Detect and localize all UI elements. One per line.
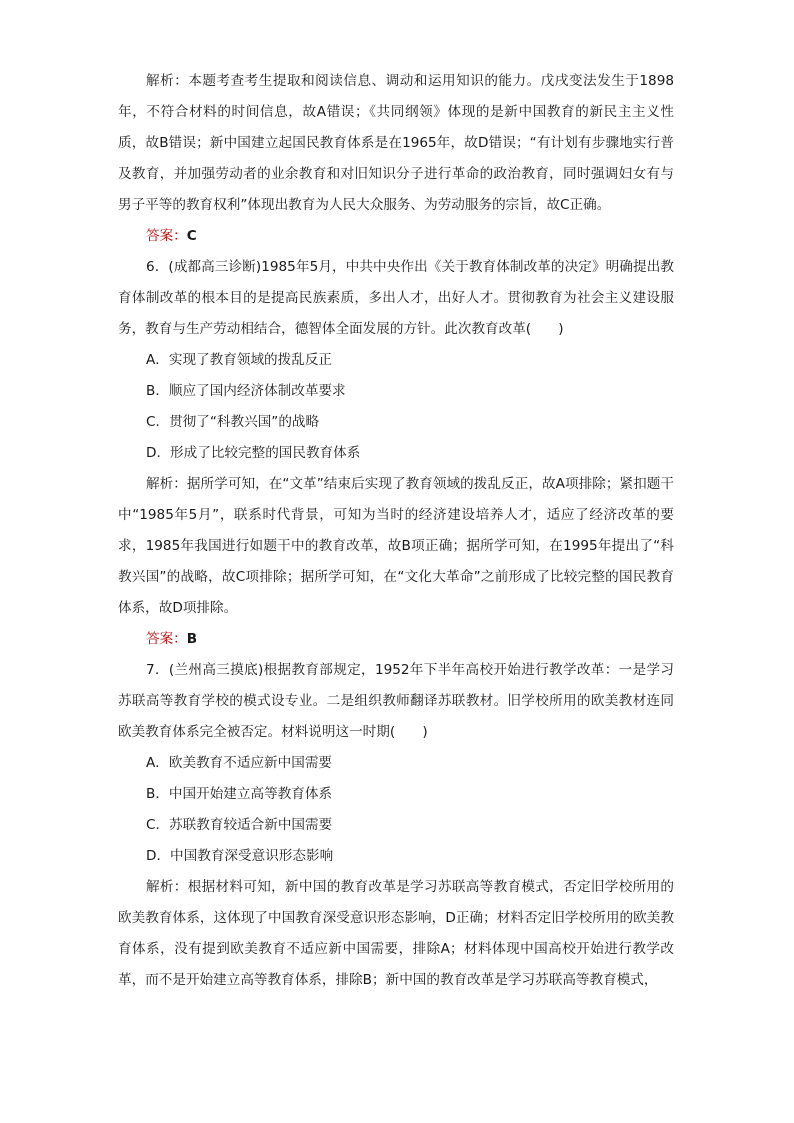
q5-answer-label: 答案：: [146, 228, 187, 244]
q6-answer: [118, 624, 674, 655]
q6-option-d: D．形成了比较完整的国民教育体系: [146, 445, 361, 461]
q7-option-b: B．中国开始建立高等教育体系: [146, 786, 333, 802]
q6-stem: 6．(成都高三诊断)1985年5月，中共中央作出《关于教育体制改革的决定》明确提出教育体制改革的根本目的是提高民族素质，多出人才，出好人才。贯彻教育为社会主义建设服务，教育与生产劳动相结合，德智体全面发展的方针。此次教育改革( ): [118, 259, 674, 337]
q7-option-a: A．欧美教育不适应新中国需要: [146, 755, 333, 771]
document-content: [118, 66, 674, 996]
q6-option-c: C．贯彻了“科教兴国”的战略: [146, 414, 320, 430]
q5-answer: [118, 221, 674, 252]
q5-analysis: 解析：本题考查考生提取和阅读信息、调动和运用知识的能力。戊戌变法发生于1898年，不符合材料的时间信息，故A错误；《共同纲领》体现的是新中国教育的新民主主义性质，故B错误；新中国建立起国民教育体系是在1965年，故D错误；“有计划有步骤地实行普及教育，并加强劳动者的业余教育和对旧知识分子进行革命的政治教育，同时强调妇女有与男子平等的教育权利”体现出教育为人民大众服务、为劳动服务的宗旨，故C正确。: [118, 73, 674, 213]
q7-option-c: C．苏联教育较适合新中国需要: [146, 817, 333, 833]
q6-answer-label: 答案：: [146, 631, 187, 647]
q6-option-a: A．实现了教育领域的拨乱反正: [146, 352, 333, 368]
q6-analysis: 解析：据所学可知，在“文革”结束后实现了教育领域的拨乱反正，故A项排除；紧扣题干中“1985年5月”，联系时代背景，可知为当时的经济建设培养人才，适应了经济改革的要求，1985年我国进行如题干中的教育改革，故B项正确；据所学可知，在1995年提出了“科教兴国”的战略，故C项排除；据所学可知，在“文化大革命”之前形成了比较完整的国民教育体系，故D项排除。: [118, 476, 674, 616]
q6-option-b: B．顺应了国内经济体制改革要求: [146, 383, 346, 399]
q6-answer-value: B: [186, 631, 198, 647]
q7-analysis: 解析：根据材料可知，新中国的教育改革是学习苏联高等教育模式，否定旧学校所用的欧美教育体系，这体现了中国教育深受意识形态影响，D正确；材料否定旧学校所用的欧美教育体系，没有提到欧美教育不适应新中国需要，排除A；材料体现中国高校开始进行教学改革，而不是开始建立高等教育体系，排除B；新中国的教育改革是学习苏联高等教育模式，: [118, 879, 674, 988]
q5-answer-value: C: [186, 228, 197, 244]
q7-option-d: D．中国教育深受意识形态影响: [146, 848, 334, 864]
q7-stem: 7．(兰州高三摸底)根据教育部规定，1952年下半年高校开始进行教学改革：一是学习苏联高等教育学校的模式设专业。二是组织教师翻译苏联教材。旧学校所用的欧美教材连同欧美教育体系完全被否定。材料说明这一时期( ): [118, 662, 674, 740]
